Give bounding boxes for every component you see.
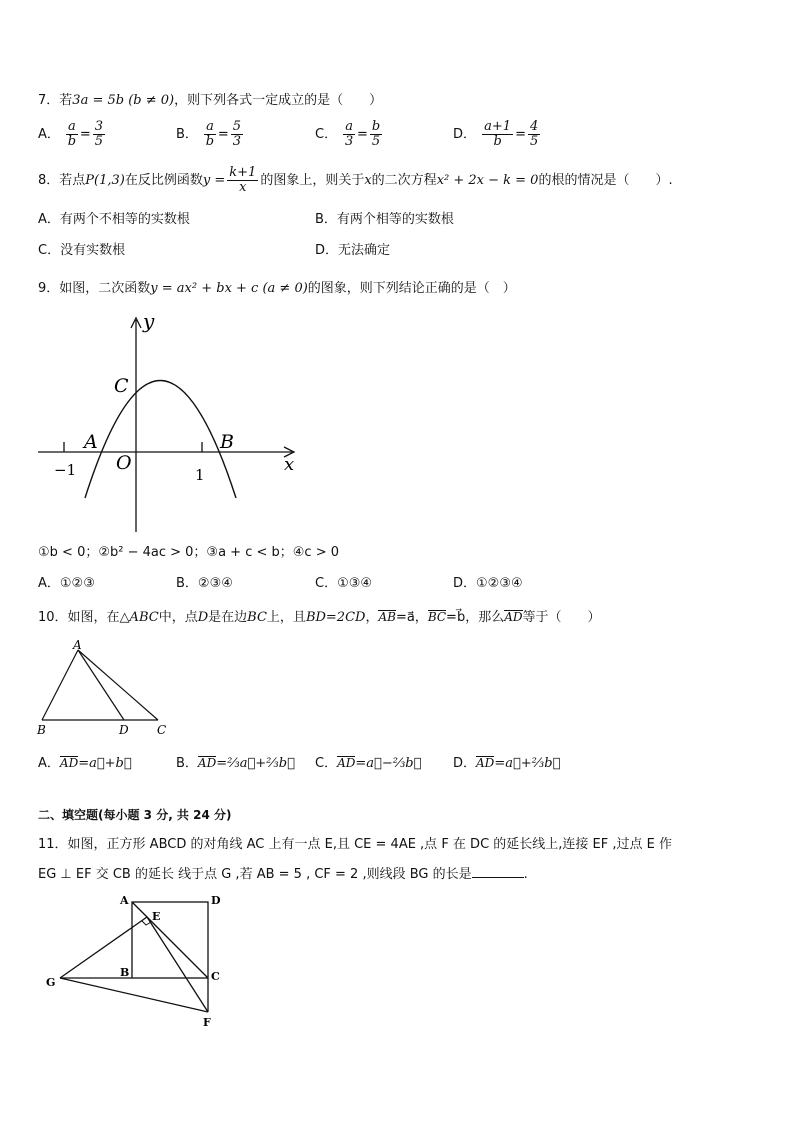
q10-eq2: =b⃗，那么 — [446, 610, 505, 625]
label-x: x — [284, 454, 295, 475]
option-label: A． — [38, 127, 60, 142]
q9-func: y = ax² + bx + c (a ≠ 0) — [150, 281, 308, 296]
q10-side: BC — [247, 610, 267, 625]
q8-stem — [38, 166, 673, 195]
q10-eq1: =a⃗， — [395, 610, 428, 625]
q8-equation: x² + 2x − k = 0 — [436, 173, 539, 188]
q10-text-d: 上，且 — [266, 610, 306, 625]
q9-option-b[interactable] — [176, 572, 233, 591]
vector-AD: AD — [59, 756, 79, 770]
q9-text-b: 的图象，则下列结论正确的是（ ） — [307, 281, 516, 296]
option-text: ①②③ — [59, 576, 95, 591]
option-label: C． — [315, 576, 338, 591]
segment-EG — [60, 917, 147, 978]
q7-text-post: ，则下列各式一定成立的是（ ） — [174, 93, 383, 108]
q8-text-b: 在反比例函数 — [124, 173, 203, 188]
q8-point: P(1,3) — [85, 173, 125, 188]
q10-text-e: ， — [365, 610, 379, 625]
q10-text-f: 等于（ ） — [522, 610, 601, 625]
label-G: G — [46, 976, 56, 989]
q10-relation: BD=2CD — [305, 610, 366, 625]
q7-stem — [38, 89, 382, 108]
label-A: A — [73, 638, 82, 652]
q9-number: 9． — [38, 281, 60, 296]
segment-GF — [60, 978, 208, 1012]
option-expr: =a⃗+⅔b⃗ — [494, 756, 561, 771]
fraction: $\frac{a}{3}$ — [344, 119, 354, 149]
option-label: A． — [38, 212, 60, 227]
q10-option-d[interactable] — [453, 752, 560, 771]
option-text: 没有实数根 — [60, 243, 126, 258]
q10-option-b[interactable] — [176, 752, 295, 771]
q8-number: 8． — [38, 173, 60, 188]
fraction: $\frac{k+1}{x}$ — [229, 165, 257, 195]
label-E: E — [152, 910, 161, 923]
q10-point-d: D — [197, 610, 209, 625]
option-label: A． — [38, 576, 60, 591]
label-D: D — [211, 894, 221, 907]
label-C: C — [211, 970, 220, 983]
q8-text-d: 的二次方程 — [371, 173, 437, 188]
q9-parabola-figure — [30, 308, 310, 538]
option-label: D． — [453, 576, 477, 591]
vector-BC: BC — [427, 610, 447, 624]
q10-stem — [38, 606, 601, 625]
option-expr: =⅔a⃗+⅔b⃗ — [216, 756, 295, 771]
label-C: C — [157, 723, 167, 737]
q9-option-c[interactable] — [315, 572, 372, 591]
q11-line1: 11．如图，正方形 ABCD 的对角线 AC 上有一点 E,且 CE = 4AE ,点 F 在 DC 的延长线上,连接 EF ,过点 E 作 — [38, 837, 672, 852]
label-B: B — [120, 966, 130, 979]
q7-condition: 3a = 5b (b ≠ 0) — [72, 93, 175, 108]
q8-option-b[interactable] — [315, 208, 454, 227]
option-text: 无法确定 — [338, 243, 391, 258]
label-neg1: −1 — [54, 461, 77, 479]
option-label: D． — [315, 243, 339, 258]
fraction: $\frac{4}{5}$ — [529, 119, 539, 149]
q7-text-pre: 若 — [59, 93, 73, 108]
q9-option-a[interactable] — [38, 572, 95, 591]
q8-text-c: 的图象上，则关于 — [260, 173, 365, 188]
label-one: 1 — [195, 466, 205, 484]
q10-triangle: △ABC — [119, 610, 159, 625]
option-text: 有两个相等的实数根 — [336, 212, 454, 227]
q11-square-figure — [42, 892, 232, 1032]
fraction: $\frac{3}{5}$ — [94, 119, 103, 149]
q11-line2-end: . — [523, 867, 528, 882]
q9-statements: ①b < 0；②b² − 4ac > 0；③a + c < b；④c > 0 — [38, 545, 339, 560]
q8-text-a: 若点 — [59, 173, 86, 188]
label-F: F — [203, 1016, 211, 1029]
vector-AD: AD — [337, 756, 356, 770]
fraction: $\frac{a}{b}$ — [67, 119, 77, 149]
fraction: $\frac{b}{5}$ — [371, 119, 381, 149]
option-text: ①③④ — [337, 576, 373, 591]
q11-line2-text: EG ⊥ EF 交 CB 的延长 线于点 G ,若 AB = 5 , CF = 2 ,则线段 BG 的长是 — [38, 867, 472, 882]
q10-text-c: 是在边 — [208, 610, 248, 625]
q10-option-a[interactable] — [38, 752, 132, 771]
q10-text-a: 如图，在 — [67, 610, 120, 625]
label-O: O — [116, 452, 132, 474]
option-text: ①②③④ — [476, 576, 523, 591]
q10-triangle-figure — [34, 638, 174, 740]
option-label: B． — [176, 576, 198, 591]
q8-var: x — [364, 173, 372, 188]
q10-text-b: 中，点 — [158, 610, 198, 625]
option-label: C． — [315, 756, 338, 771]
edge-AB — [42, 650, 78, 720]
section-title: 二、填空题(每小题 3 分, 共 24 分) — [38, 808, 232, 822]
option-label: C． — [38, 243, 61, 258]
q8-option-c[interactable] — [38, 239, 125, 258]
option-text: 有两个不相等的实数根 — [59, 212, 190, 227]
option-text: ②③④ — [197, 576, 233, 591]
fraction: $\frac{a}{b}$ — [205, 119, 215, 149]
option-expr: =a⃗−⅔b⃗ — [355, 756, 422, 771]
q7-option-b[interactable]: B． $\frac{a}{b}$ = $\frac{5}{3}$ — [176, 119, 242, 149]
q9-stem — [38, 277, 516, 296]
q10-number: 10． — [38, 610, 68, 625]
label-A: A — [84, 431, 98, 453]
option-label: A． — [38, 756, 60, 771]
vector-AD: AD — [476, 756, 495, 770]
option-label: B． — [176, 756, 198, 771]
q7-option-a[interactable]: A． $\frac{a}{b}$ = $\frac{3}{5}$ — [38, 119, 103, 149]
answer-blank[interactable] — [472, 865, 524, 878]
q10-option-c[interactable] — [315, 752, 421, 771]
q8-option-d[interactable] — [315, 239, 390, 258]
q8-text-e: 的根的情况是（ ）. — [538, 173, 673, 188]
vector-AB: AB — [378, 610, 396, 624]
option-label: D． — [453, 127, 477, 142]
option-expr: =a⃗+b⃗ — [78, 756, 132, 771]
q7-option-c[interactable]: C． $\frac{a}{3}$ = $\frac{b}{5}$ — [315, 119, 381, 149]
diagonal-AC — [132, 902, 208, 978]
q9-text-a: 如图，二次函数 — [59, 281, 151, 296]
option-label: B． — [176, 127, 198, 142]
vector-AD: AD — [504, 610, 523, 624]
edge-AC — [78, 650, 158, 720]
parabola-curve — [85, 381, 236, 499]
label-D: D — [119, 723, 129, 737]
option-label: B． — [315, 212, 337, 227]
q11-line2 — [38, 863, 528, 882]
q7-option-d[interactable]: D． $\frac{a+1}{b}$ = $\frac{4}{5}$ — [453, 119, 539, 149]
label-A: A — [120, 894, 129, 907]
q7-number: 7． — [38, 93, 60, 108]
segment-EF — [147, 917, 208, 1012]
label-C: C — [114, 375, 129, 397]
fraction: $\frac{5}{3}$ — [232, 119, 242, 149]
label-B: B — [37, 723, 46, 737]
label-B: B — [220, 431, 234, 453]
q8-func-lhs: y = — [202, 173, 226, 188]
vector-AD: AD — [197, 756, 217, 770]
fraction: $\frac{a+1}{b}$ — [484, 119, 512, 149]
label-y: y — [143, 309, 155, 333]
option-label: C． — [315, 127, 338, 142]
option-label: D． — [453, 756, 477, 771]
q9-option-d[interactable] — [453, 572, 523, 591]
q8-option-a[interactable] — [38, 208, 190, 227]
